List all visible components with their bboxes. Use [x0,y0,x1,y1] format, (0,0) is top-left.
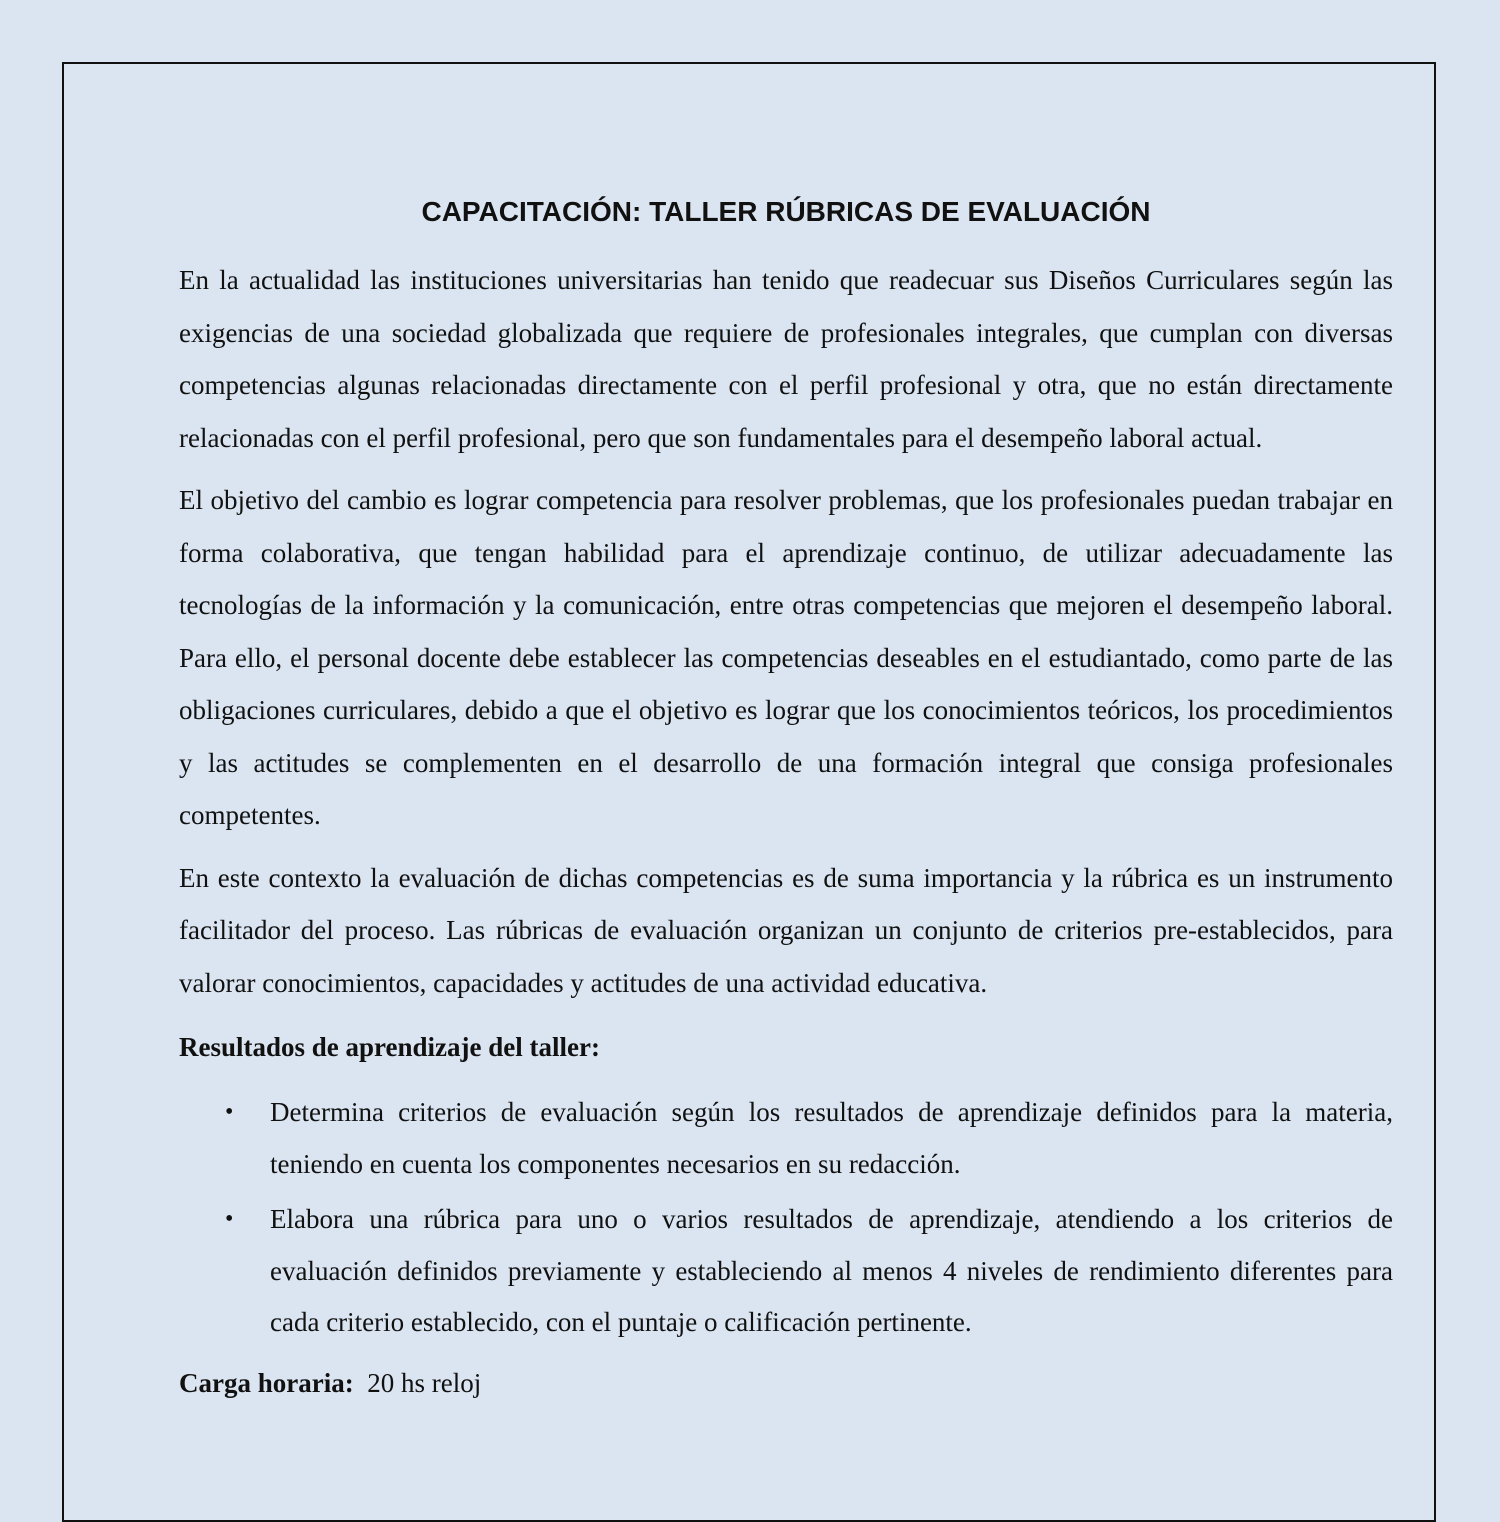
list-item [179,1194,1393,1349]
paragraph-objective: El objetivo del cambio es lograr competencia para resolver problemas, que los profesionales puedan trabajar en forma colaborativa, que tengan habilidad para el aprendizaje continuo, de utilizar adecuadamente las tecnologías de la información y la comunicación, entre otras competencias que mejoren el desempeño laboral. Para ello, el personal docente debe establecer las competencias deseables en el estudiantado, como parte de las obligaciones curriculares, debido a que el objetivo es lograr que los conocimientos teóricos, los procedimientos y las actitudes se complementen en el desarrollo de una formación integral que consiga profesionales competentes. [179,485,1393,830]
bullet-icon: • [225,1099,234,1125]
results-heading: Resultados de aprendizaje del taller: [179,1032,600,1062]
paragraph-context: En este contexto la evaluación de dichas competencias es de suma importancia y la rúbrica es un instrumento facilitador del proceso. Las rúbricas de evaluación organizan un conjunto de criterios pre-establecidos, para valorar conocimientos, capacidades y actitudes de una actividad educativa. [179,862,1393,998]
list-item-text: Determina criterios de evaluación según los resultados de aprendizaje definidos para la materia, teniendo en cuenta los componentes necesarios en su redacción. [270,1097,1393,1179]
list-item-text: Elabora una rúbrica para uno o varios resultados de aprendizaje, atendiendo a los criterios de evaluación definidos previamente y estableciendo al menos 4 niveles de rendimiento diferentes para cada criterio establecido, con el puntaje o calificación pertinente. [270,1204,1393,1337]
workload-value: 20 hs reloj [367,1367,482,1398]
workload-label: Carga horaria: [179,1367,354,1398]
results-list [179,1087,1393,1349]
paragraph-intro: En la actualidad las instituciones universitarias han tenido que readecuar sus Diseños Curriculares según las exigencias de una sociedad globalizada que requiere de profesionales integrales, que cumplan con diversas competencias algunas relacionadas directamente con el perfil profesional y otra, que no están directamente relacionadas con el perfil profesional, pero que son fundamentales para el desempeño laboral actual. [179,265,1393,453]
workload-line [179,1359,1393,1407]
list-item [179,1087,1393,1190]
document-title: CAPACITACIÓN: TALLER RÚBRICAS DE EVALUACIÓN [421,196,1151,227]
document-body [179,192,1393,1407]
bullet-icon: • [225,1206,234,1232]
